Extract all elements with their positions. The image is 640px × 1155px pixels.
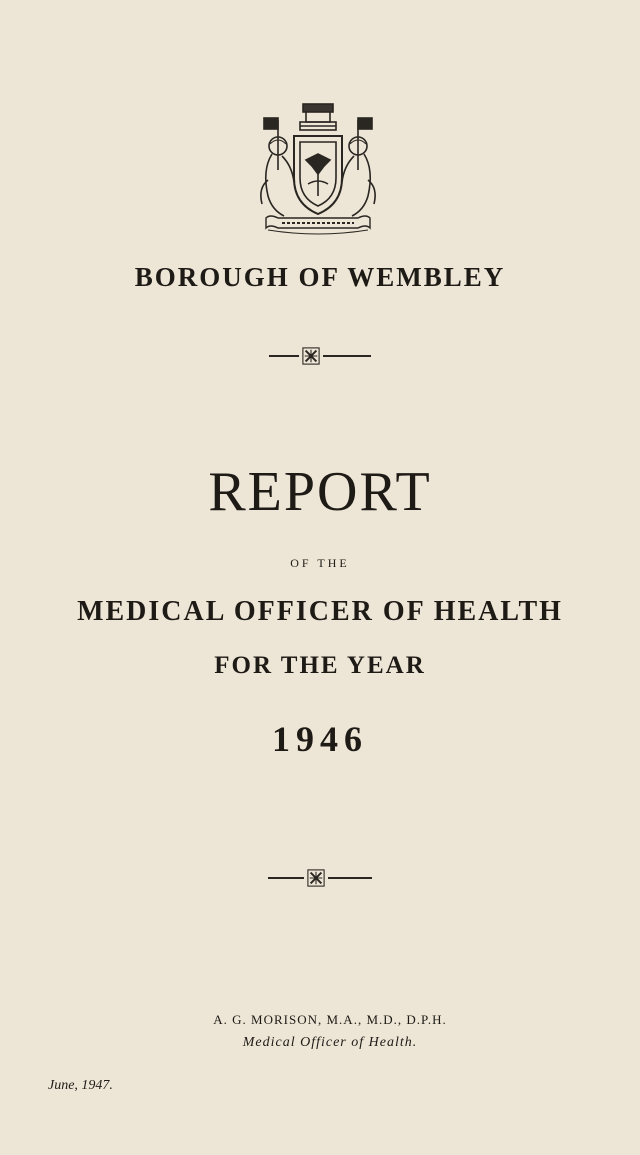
divider-top [0, 346, 640, 366]
divider-bottom [0, 868, 640, 888]
maltese-cross-icon [302, 347, 320, 365]
author-name: A. G. MORISON, M.A., M.D., D.P.H. [213, 1012, 447, 1027]
office-title: MEDICAL OFFICER OF HEALTH [77, 596, 563, 627]
for-the-year-label: FOR THE YEAR [214, 652, 426, 679]
report-date: June, 1947. [48, 1078, 113, 1093]
report-year: 1946 [272, 719, 368, 759]
coat-of-arms-icon [248, 100, 388, 240]
of-the-label: OF THE [290, 556, 350, 570]
borough-heading: BOROUGH OF WEMBLEY [134, 262, 506, 292]
report-title: REPORT [208, 461, 432, 523]
author-title: Medical Officer of Health. [242, 1035, 418, 1050]
maltese-cross-icon [307, 869, 325, 887]
